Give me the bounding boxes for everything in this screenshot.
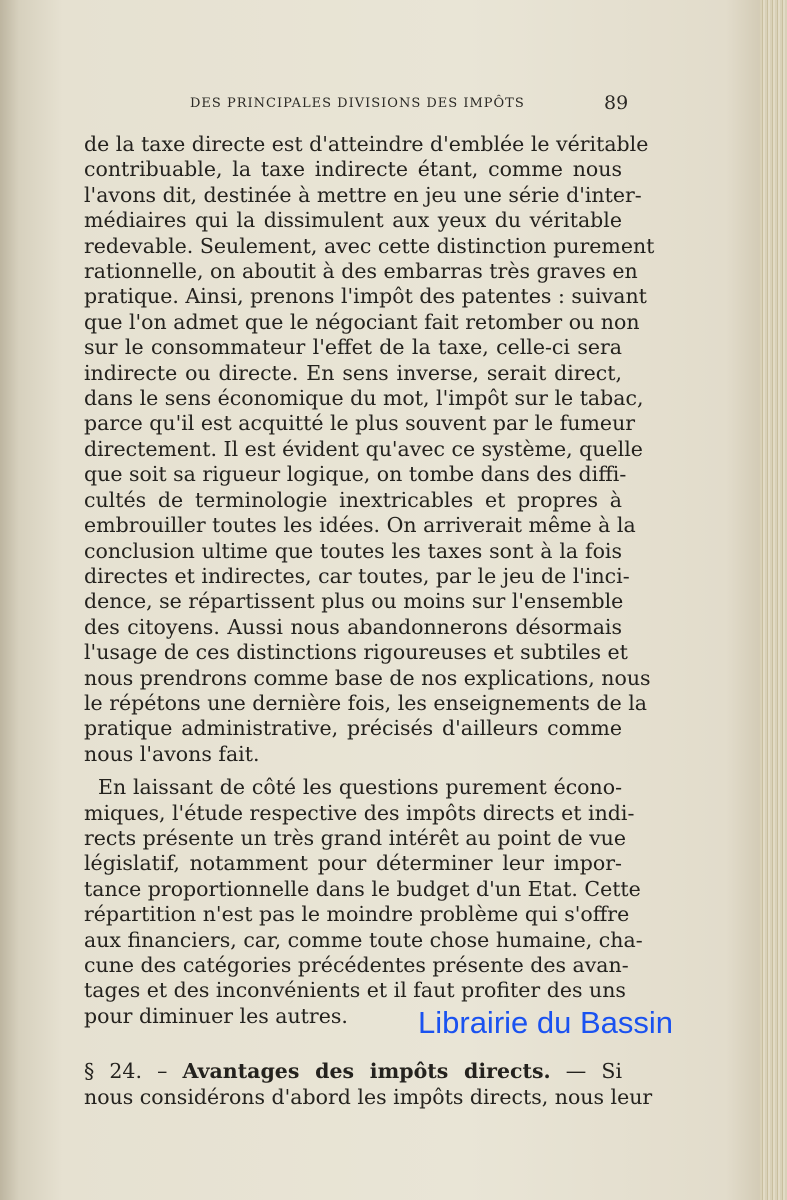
text-line: nous considérons d'abord les impôts directs, nous leur — [84, 1084, 653, 1109]
text-line: pratique. Ainsi, prenons l'impôt des patentes : suivant — [84, 284, 647, 309]
paragraph-1 — [84, 132, 655, 767]
text-line: dans le sens économique du mot, l'impôt sur le tabac, — [84, 386, 644, 411]
text-line: directes et indirectes, car toutes, par le jeu de l'inci- — [84, 563, 630, 588]
page-number: 89 — [604, 92, 629, 114]
text-line: le répétons une dernière fois, les enseignements de la — [84, 690, 648, 715]
text-line: nous l'avons fait. — [84, 741, 260, 766]
text-line: indirecte ou directe. En sens inverse, serait direct, — [84, 360, 622, 385]
paragraph-2 — [84, 775, 643, 1029]
text-line: de la taxe directe est d'atteindre d'emblée le véritable — [84, 132, 649, 156]
text-line: rects présente un très grand intérêt au point de vue — [84, 825, 627, 850]
text-line: embrouiller toutes les idées. On arriverait même à la — [84, 513, 636, 538]
text-line: En laissant de côté les questions purement écono- — [98, 775, 622, 800]
text-line: sur le consommateur l'effet de la taxe, celle-ci sera — [84, 335, 622, 360]
text-line: l'avons dit, destinée à mettre en jeu une série d'inter- — [84, 182, 642, 207]
text-line: répartition n'est pas le moindre problème qui s'offre — [84, 902, 630, 927]
page-edges — [760, 0, 787, 1200]
body-text — [84, 132, 655, 1110]
text-line: cultés de terminologie inextricables et propres à — [84, 487, 622, 512]
text-line: que l'on admet que le négociant fait retomber ou non — [84, 309, 640, 334]
text-line: rationnelle, on aboutit à des embarras très graves en — [84, 259, 638, 284]
text-line: l'usage de ces distinctions rigoureuses et subtiles et — [84, 640, 628, 665]
text-line: des citoyens. Aussi nous abandonnerons désormais — [84, 614, 622, 639]
text-line: médiaires qui la dissimulent aux yeux du véritable — [84, 208, 622, 233]
text-line: contribuable, la taxe indirecte étant, comme nous — [84, 157, 622, 182]
text-line: dence, se répartissent plus ou moins sur l'ensemble — [84, 589, 624, 614]
text-line: que soit sa rigueur logique, on tombe dans des diffi- — [84, 462, 627, 487]
text-line: conclusion ultime que toutes les taxes sont à la fois — [84, 538, 622, 563]
text-line: législatif, notamment pour déterminer leur impor- — [84, 851, 622, 876]
text-line: pour diminuer les autres. — [84, 1003, 348, 1028]
text-line: redevable. Seulement, avec cette distinction purement — [84, 233, 655, 258]
text-line: parce qu'il est acquitté le plus souvent par le fumeur — [84, 411, 636, 436]
section-heading-continuation: — Si — [565, 1059, 622, 1084]
book-gutter — [0, 0, 20, 1200]
watermark: Librairie du Bassin — [418, 1005, 674, 1040]
running-header: DES PRINCIPALES DIVISIONS DES IMPÔTS — [190, 96, 525, 111]
text-line: cune des catégories précédentes présente des avan- — [84, 953, 629, 977]
text-line: nous prendrons comme base de nos explications, nous — [84, 665, 651, 690]
text-line: tance proportionnelle dans le budget d'un Etat. Cette — [84, 876, 641, 901]
text-line: pratique administrative, précisés d'ailleurs comme — [84, 716, 622, 741]
text-line: directement. Il est évident qu'avec ce système, quelle — [84, 436, 643, 461]
section-number: § 24. – — [84, 1059, 168, 1084]
text-line: miques, l'étude respective des impôts directs et indi- — [84, 800, 635, 825]
text-line: aux financiers, car, comme toute chose humaine, cha- — [84, 927, 643, 952]
section-title: Avantages des impôts directs. — [182, 1059, 551, 1084]
text-line: tages et des inconvénients et il faut profiter des uns — [84, 978, 626, 1003]
section-heading — [84, 1059, 622, 1084]
